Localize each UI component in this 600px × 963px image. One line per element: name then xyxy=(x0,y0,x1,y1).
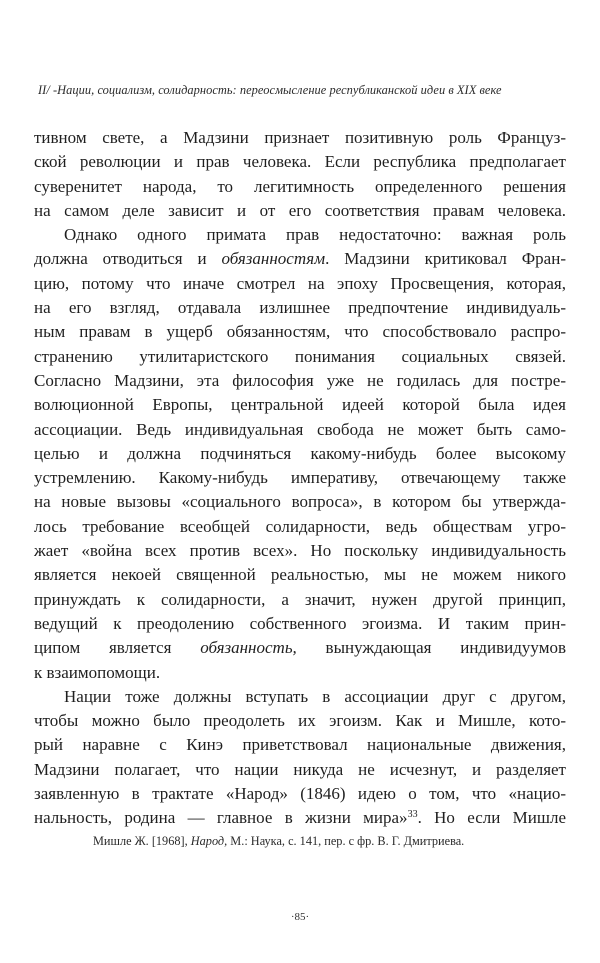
text-line: принуждать к солидарности, а значит, нужен другой принцип, xyxy=(34,589,566,609)
text-line: чтобы можно было преодолеть их эгоизм. Как и Мишле, кото- xyxy=(34,711,566,731)
text-line xyxy=(34,806,566,830)
text-line: жает «война всех против всех». Но поскольку индивидуальность xyxy=(34,541,566,561)
footnote-title: Народ, xyxy=(190,834,228,848)
text-fragment: нальность, родина — главное в жизни мира» xyxy=(34,808,408,828)
text-line: тивном свете, а Мадзини признает позитивную роль Француз- xyxy=(34,128,566,147)
text-line: суверенитет народа, то легитимность определенного решения xyxy=(34,176,566,196)
text-line: ведущий к преодолению собственного эгоизма. И таким прин- xyxy=(34,613,566,633)
text-line: заявленную в трактате «Народ» (1846) идею о том, что «нацио- xyxy=(34,784,566,804)
page-number: ·85· xyxy=(290,911,310,923)
footnote-reference[interactable]: 33 xyxy=(407,809,418,821)
text-fragment: . Но если Мишле xyxy=(417,808,566,828)
text-line: на самом деле зависит и от его соответствия правам человека. xyxy=(34,200,566,220)
text-line: Однако одного примата прав недостаточно: важная роль xyxy=(64,225,566,245)
text-line: является некоей священной реальностью, мы не можем никого xyxy=(34,565,566,585)
text-line xyxy=(34,247,566,271)
text-fragment: . Мадзини критиковал Фран- xyxy=(325,249,566,269)
text-line: ской революции и прав человека. Если республика предполагает xyxy=(34,152,566,172)
text-line: рый наравне с Кинэ приветствовал национальные движения, xyxy=(34,735,566,755)
text-fragment: ципом является xyxy=(34,638,201,658)
text-line: Нации тоже должны вступать в ассоциации друг с другом, xyxy=(64,686,566,706)
text-fragment: вынуждающая индивидуумов xyxy=(296,638,566,658)
text-line: Согласно Мадзини, эта философия уже не годилась для постре- xyxy=(34,370,566,390)
body-text xyxy=(34,126,566,831)
text-line xyxy=(34,636,566,660)
text-line: устремлению. Какому-нибудь императиву, отвечающему также xyxy=(34,468,566,488)
text-line: лось требование всеобщей солидарности, ведь обществам угро- xyxy=(34,516,566,536)
text-line: цию, потому что иначе смотрел на эпоху Просвещения, которая, xyxy=(34,273,566,293)
footnote-text: Мишле Ж. [1968], xyxy=(93,834,191,848)
footnote-text: М.: Наука, с. 141, пер. с фр. В. Г. Дмитриева. xyxy=(227,834,465,848)
text-line: на его взгляд, отдавала излишнее предпочтение индивидуаль- xyxy=(34,298,566,318)
paragraph-2 xyxy=(34,223,566,685)
text-line: на новые вызовы «социального вопроса», в котором бы утвержда- xyxy=(34,492,566,512)
text-line: ным правам в ущерб обязанностям, что способствовало распро- xyxy=(34,322,566,342)
text-line: странению утилитаристского понимания социальных связей. xyxy=(34,346,566,366)
emphasis-text: обязанностям xyxy=(221,249,326,269)
text-line: волюционной Европы, центральной идеей которой была идея xyxy=(34,395,566,415)
footnote xyxy=(93,833,533,849)
paragraph-1 xyxy=(34,126,566,223)
paragraph-3 xyxy=(34,685,566,831)
text-fragment: должна отводиться и xyxy=(34,249,222,269)
text-line: целью и должна подчиняться какому-нибудь более высокому xyxy=(34,443,566,463)
emphasis-text: обязанность, xyxy=(200,638,297,658)
running-head: II/ -Нации, социализм, солидарность: переосмысление республиканской идеи в XIX веке xyxy=(38,83,502,97)
text-line: ассоциации. Ведь индивидуальная свобода не может быть само- xyxy=(34,419,566,439)
text-line: Мадзини полагает, что нации никуда не исчезнут, и разделяет xyxy=(34,759,566,779)
text-line: к взаимопомощи. xyxy=(34,662,161,682)
